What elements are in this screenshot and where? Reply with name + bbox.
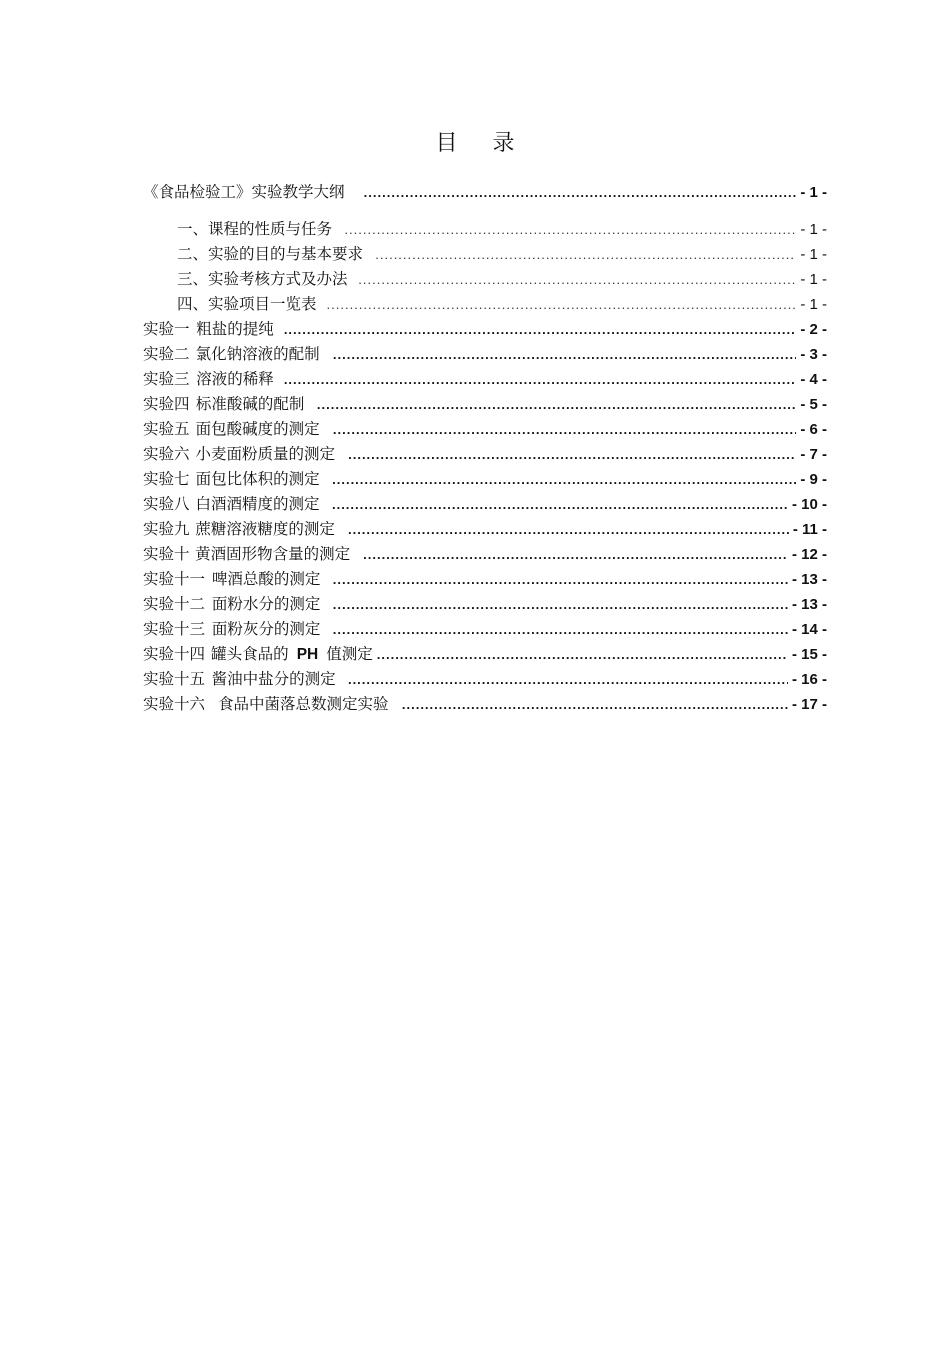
toc-entry-number: 实验十五 <box>143 670 206 688</box>
toc-entry-number: 实验十二 <box>143 595 206 613</box>
toc-entry-exp-5[interactable] <box>143 417 827 442</box>
toc-page-number: - 17 - <box>791 696 827 713</box>
toc-entry-exp-15[interactable] <box>143 667 827 692</box>
toc-entry-title: 标准酸碱的配制 <box>195 395 305 413</box>
toc-page-number: - 9 - <box>800 471 827 488</box>
toc-entry-exp-4[interactable] <box>143 392 827 417</box>
toc-entry-title: 二、实验的目的与基本要求 <box>177 245 364 263</box>
toc-leader-dots <box>327 292 797 317</box>
toc-page-number: - 14 - <box>791 621 827 638</box>
toc-page-number: - 13 - <box>791 596 827 613</box>
toc-leader-dots <box>332 492 788 517</box>
toc-leader-dots <box>348 517 789 542</box>
toc-page-number: - 15 - <box>791 646 827 663</box>
toc-entry-number: 实验十三 <box>143 620 206 638</box>
toc-entry-title: 一、课程的性质与任务 <box>177 220 333 238</box>
toc-entry-number: 实验六 <box>143 445 190 463</box>
toc-entry-exp-11[interactable] <box>143 567 827 592</box>
toc-leader-dots <box>284 367 797 392</box>
table-of-contents <box>143 180 827 717</box>
toc-entry-exp-16[interactable] <box>143 692 827 717</box>
toc-leader-dots <box>333 567 788 592</box>
toc-entry-title-part-1: 罐头食品的 <box>211 645 289 663</box>
toc-page-number: - 1 - <box>800 271 827 288</box>
toc-entry-exp-6[interactable] <box>143 442 827 467</box>
toc-page-number: - 1 - <box>800 296 827 313</box>
toc-entry-title: 食品中菌落总数测定实验 <box>217 695 389 713</box>
toc-page-number: - 12 - <box>791 546 827 563</box>
toc-entry-number: 实验二 <box>143 345 190 363</box>
toc-entry-number: 实验七 <box>143 470 190 488</box>
toc-entry-title: 面粉水分的测定 <box>211 595 321 613</box>
toc-entry-syllabus[interactable] <box>143 180 827 205</box>
toc-page-number: - 3 - <box>800 346 827 363</box>
toc-leader-dots <box>358 267 796 292</box>
toc-entry-title: 面包酸碱度的测定 <box>195 420 320 438</box>
toc-page-number: - 1 - <box>800 246 827 263</box>
toc-page-number: - 7 - <box>800 446 827 463</box>
toc-entry-number: 实验十一 <box>143 570 206 588</box>
toc-entry-number: 实验四 <box>143 395 190 413</box>
toc-leader-dots <box>333 417 796 442</box>
toc-entry-exp-8[interactable] <box>143 492 827 517</box>
toc-page-number: - 11 - <box>792 521 827 538</box>
toc-entry-title-part-2: 值测定 <box>326 645 373 663</box>
toc-entry-number: 实验五 <box>143 420 190 438</box>
toc-entry-section-4[interactable] <box>143 292 827 317</box>
toc-entry-title: 啤酒总酸的测定 <box>211 570 321 588</box>
toc-page-number: - 5 - <box>800 396 827 413</box>
toc-entry-exp-13[interactable] <box>143 617 827 642</box>
toc-entry-title: 黄酒固形物含量的测定 <box>195 545 351 563</box>
toc-entry-title: 四、实验项目一览表 <box>177 295 317 313</box>
toc-entry-exp-10[interactable] <box>143 542 827 567</box>
toc-entry-title-ph: PH <box>296 646 319 663</box>
toc-leader-dots <box>333 342 796 367</box>
toc-entry-title: 酱油中盐分的测定 <box>211 670 336 688</box>
toc-leader-dots <box>348 442 796 467</box>
toc-entry-section-2[interactable] <box>143 242 827 267</box>
toc-entry-number: 实验十 <box>143 545 190 563</box>
toc-entry-number: 实验九 <box>143 520 190 538</box>
toc-entry-title: 溶液的稀释 <box>196 370 274 388</box>
toc-leader-dots <box>317 392 796 417</box>
toc-leader-dots <box>375 242 796 267</box>
toc-entry-exp-7[interactable] <box>143 467 827 492</box>
toc-entry-section-1[interactable] <box>143 217 827 242</box>
toc-leader-dots <box>344 217 796 242</box>
toc-leader-dots <box>284 317 797 342</box>
toc-leader-dots <box>363 542 788 567</box>
toc-entry-number: 实验十四 <box>143 645 206 663</box>
toc-page-number: - 2 - <box>800 321 827 338</box>
toc-entry-exp-9[interactable] <box>143 517 827 542</box>
toc-entry-exp-3[interactable] <box>143 367 827 392</box>
toc-entry-title: 白酒酒精度的测定 <box>195 495 320 513</box>
toc-page-number: - 6 - <box>800 421 827 438</box>
toc-page-number: - 10 - <box>791 496 827 513</box>
toc-leader-dots <box>364 180 797 205</box>
toc-entry-title: 粗盐的提纯 <box>196 320 274 338</box>
toc-entry-title: 小麦面粉质量的测定 <box>195 445 335 463</box>
toc-entry-number: 实验一 <box>143 320 190 338</box>
toc-entry-number: 实验三 <box>143 370 190 388</box>
toc-leader-dots <box>402 692 788 717</box>
toc-leader-dots <box>348 667 788 692</box>
toc-entry-section-3[interactable] <box>143 267 827 292</box>
toc-entry-exp-12[interactable] <box>143 592 827 617</box>
toc-entry-exp-1[interactable] <box>143 317 827 342</box>
toc-entry-title: 《食品检验工》实验教学大纲 <box>143 183 345 201</box>
toc-entry-title: 面包比体积的测定 <box>195 470 320 488</box>
toc-leader-dots <box>332 467 796 492</box>
toc-page-number: - 13 - <box>791 571 827 588</box>
toc-entry-exp-14[interactable] <box>143 642 827 667</box>
toc-entry-title: 三、实验考核方式及办法 <box>177 270 348 288</box>
toc-entry-number: 实验十六 <box>143 695 206 713</box>
toc-page-number: - 1 - <box>800 221 827 238</box>
toc-page-number: - 16 - <box>791 671 827 688</box>
toc-entry-number: 实验八 <box>143 495 190 513</box>
toc-leader-dots <box>333 617 788 642</box>
toc-leader-dots <box>377 642 788 667</box>
toc-page-number: - 4 - <box>800 371 827 388</box>
toc-entry-title: 蔗糖溶液糖度的测定 <box>195 520 335 538</box>
page-title: 目 录 <box>435 131 529 156</box>
toc-leader-dots <box>333 592 788 617</box>
toc-entry-title: 氯化钠溶液的配制 <box>195 345 320 363</box>
toc-entry-title: 面粉灰分的测定 <box>211 620 321 638</box>
toc-entry-exp-2[interactable] <box>143 342 827 367</box>
toc-page-number: - 1 - <box>800 184 827 201</box>
